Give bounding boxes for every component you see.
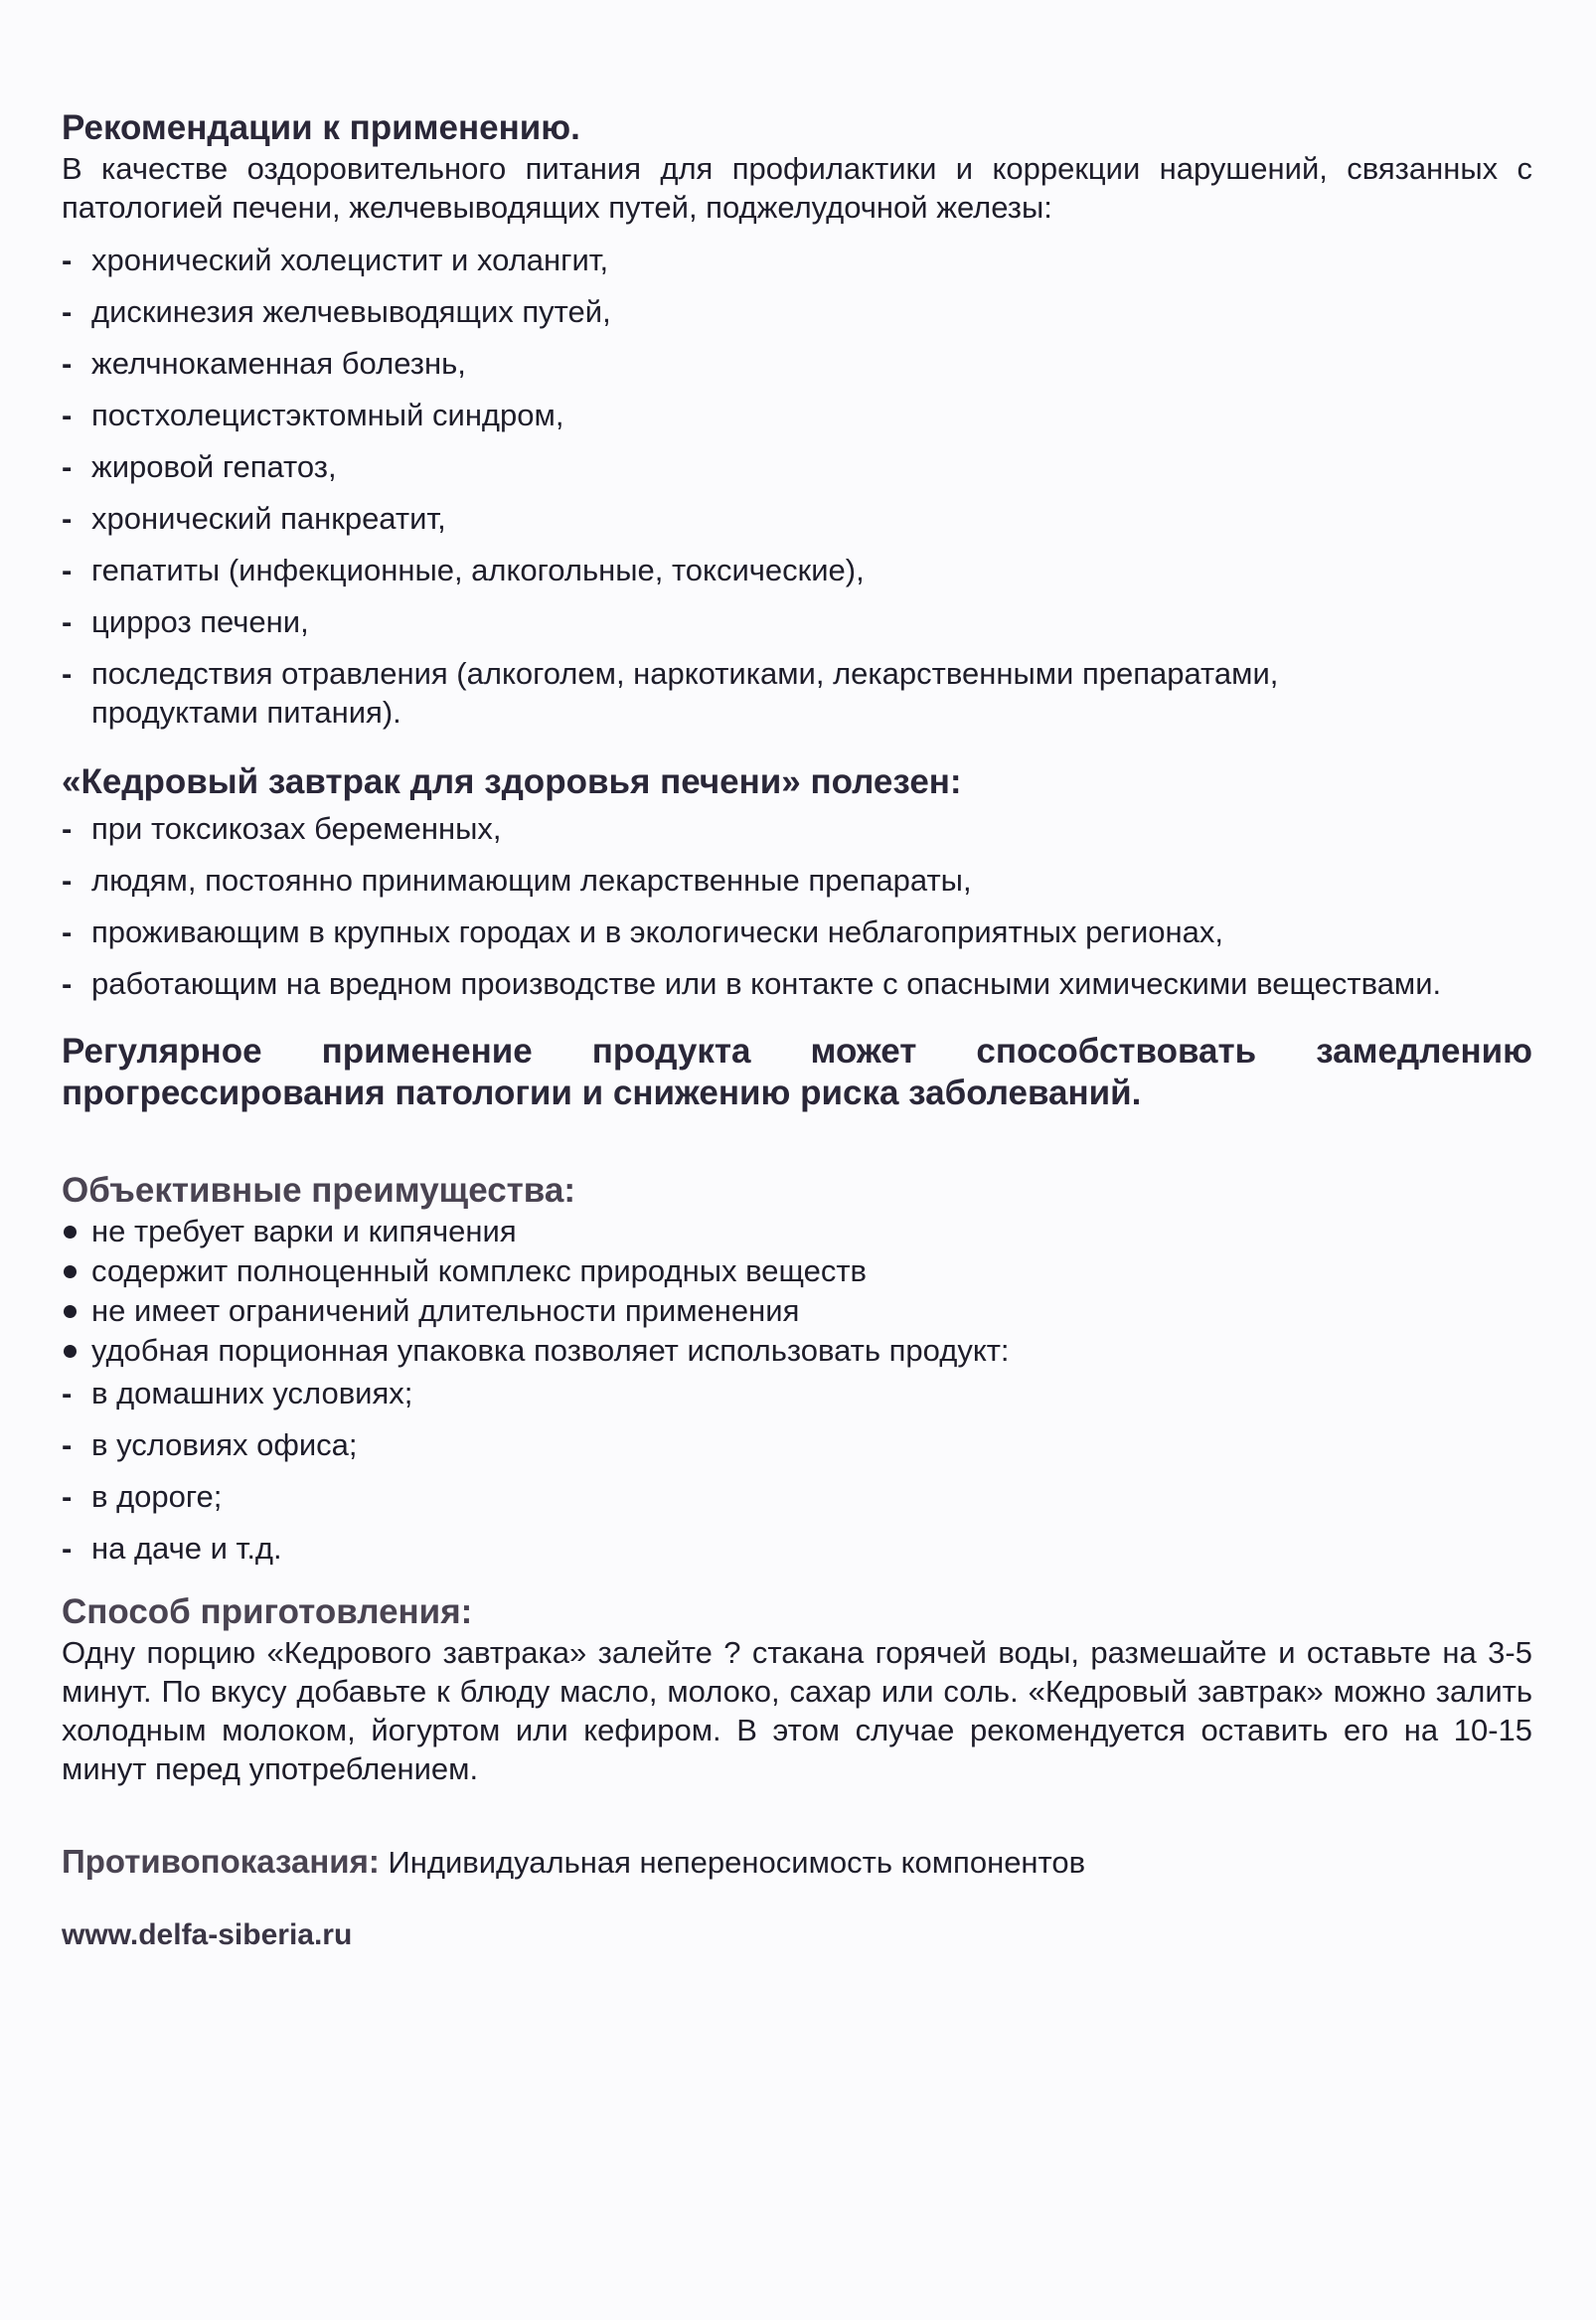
list-item: - проживающим в крупных городах и в экологически неблагоприятных регионах, bbox=[62, 914, 1223, 949]
document-page bbox=[62, 107, 1532, 1952]
list-item: - постхолецистэктомный синдром, bbox=[62, 398, 564, 432]
list-item: - на даче и т.д. bbox=[62, 1531, 282, 1566]
recommendations-section bbox=[62, 107, 1532, 732]
website-url: www.delfa-siberia.ru bbox=[62, 1918, 353, 1951]
preparation-text: Одну порцию «Кедрового завтрака» залейте ? стакана горячей воды, размешайте и оставьте на 3-5 минут. По вкусу добавьте к блюду масло, молоко, сахар или соль. «Кедровый завтрак» можно залить холодным молоком, йогуртом или кефиром. В этом случае рекомендуется оставить его на 10-15 минут перед употреблением. bbox=[62, 1635, 1532, 1786]
recommendations-title: Рекомендации к применению. bbox=[62, 108, 580, 147]
bullet-icon bbox=[64, 1265, 77, 1278]
list-item: - жировой гепатоз, bbox=[62, 449, 337, 484]
list-item: - людям, постоянно принимающим лекарственные препараты, bbox=[62, 863, 972, 898]
useful-section bbox=[62, 761, 1532, 1003]
places-list bbox=[62, 1374, 1532, 1568]
advantages-list bbox=[62, 1212, 1532, 1370]
contraindications bbox=[62, 1842, 1532, 1883]
list-item: - последствия отравления (алкоголем, наркотиками, лекарственными препаратами, продуктами питания). bbox=[62, 656, 1279, 730]
list-item: - в дороге; bbox=[62, 1479, 223, 1514]
list-item: - дискинезия желчевыводящих путей, bbox=[62, 294, 611, 329]
conditions-list bbox=[62, 241, 1532, 732]
preparation-title: Способ приготовления: bbox=[62, 1592, 473, 1631]
list-item: - хронический холецистит и холангит, bbox=[62, 243, 609, 277]
list-item: содержит полноценный комплекс природных веществ bbox=[62, 1251, 1532, 1290]
advantages-title: Объективные преимущества: bbox=[62, 1171, 575, 1210]
list-item: - хронический панкреатит, bbox=[62, 501, 446, 536]
contraindications-label: Противопоказания: bbox=[62, 1843, 380, 1880]
bullet-icon bbox=[64, 1305, 77, 1318]
preparation-section bbox=[62, 1591, 1532, 1788]
list-item: - цирроз печени, bbox=[62, 604, 309, 639]
bullet-icon bbox=[64, 1345, 77, 1358]
list-item: - в домашних условиях; bbox=[62, 1376, 413, 1410]
list-item: - работающим на вредном производстве или в контакте с опасными химическими веществами. bbox=[62, 966, 1442, 1001]
list-item: - желчнокаменная болезнь, bbox=[62, 346, 466, 381]
list-item: - при токсикозах беременных, bbox=[62, 811, 502, 846]
advantages-section bbox=[62, 1170, 1532, 1568]
list-item: не требует варки и кипячения bbox=[62, 1212, 1532, 1250]
list-item: - в условиях офиса; bbox=[62, 1427, 358, 1462]
useful-title: «Кедровый завтрак для здоровья печени» полезен: bbox=[62, 762, 962, 801]
list-item: - гепатиты (инфекционные, алкогольные, токсические), bbox=[62, 553, 865, 587]
recommendations-intro: В качестве оздоровительного питания для профилактики и коррекции нарушений, связанных с патологией печени, желчевыводящих путей, поджелудочной железы: bbox=[62, 151, 1532, 225]
useful-list bbox=[62, 809, 1532, 1003]
list-item: удобная порционная упаковка позволяет использовать продукт: bbox=[62, 1331, 1532, 1370]
bullet-icon bbox=[64, 1226, 77, 1239]
contraindications-text: Индивидуальная непереносимость компонентов bbox=[388, 1845, 1086, 1880]
list-item: не имеет ограничений длительности применения bbox=[62, 1291, 1532, 1330]
regular-use-statement: Регулярное применение продукта может способствовать замедлению прогрессирования патологии и снижению риска заболеваний. bbox=[62, 1032, 1532, 1112]
